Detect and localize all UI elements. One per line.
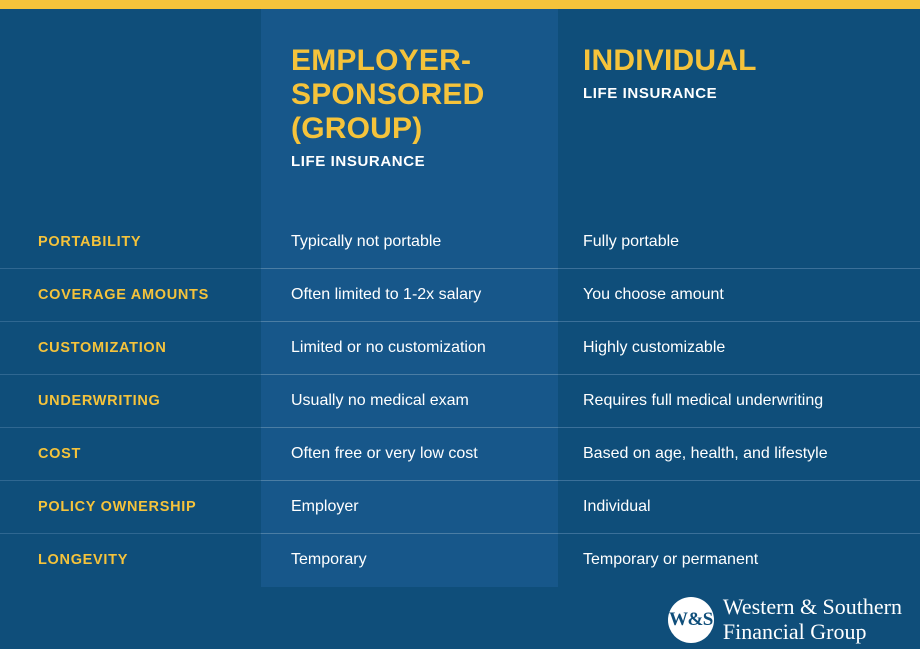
comparison-table — [0, 9, 920, 586]
row-label: PORTABILITY — [0, 216, 261, 269]
row-label: POLICY OWNERSHIP — [0, 481, 261, 534]
table-row — [0, 428, 920, 481]
row-label: COST — [0, 428, 261, 481]
logo-wordmark — [723, 595, 902, 644]
row-value-individual: Temporary or permanent — [583, 551, 759, 568]
row-value-employer: Often limited to 1-2x salary — [261, 269, 558, 322]
header-employer-title: EMPLOYER-SPONSORED (GROUP) — [291, 44, 485, 145]
row-value-employer: Employer — [261, 481, 558, 534]
row-value-employer: Limited or no customization — [261, 322, 558, 375]
row-label: CUSTOMIZATION — [0, 322, 261, 375]
row-value-individual: Based on age, health, and lifestyle — [558, 428, 920, 481]
table-row — [0, 375, 920, 428]
footer — [0, 587, 920, 649]
table-body — [0, 216, 920, 586]
table-row — [0, 216, 920, 269]
row-value-individual: Fully portable — [558, 216, 920, 269]
logo-mark: W&S — [668, 597, 714, 643]
table-row — [0, 269, 920, 322]
header-employer-sponsored — [261, 9, 558, 216]
comparison-table-wrapper — [0, 9, 920, 587]
row-label: COVERAGE AMOUNTS — [0, 269, 261, 322]
row-value-individual: Highly customizable — [558, 322, 920, 375]
row-value-employer: Usually no medical exam — [261, 375, 558, 428]
brand-logo — [668, 595, 902, 644]
row-value-employer: Temporary — [291, 551, 367, 568]
header-row — [0, 9, 920, 216]
row-value-employer: Typically not portable — [261, 216, 558, 269]
table-row — [0, 534, 920, 587]
table-row — [0, 322, 920, 375]
logo-line-2: Financial Group — [722, 618, 867, 644]
logo-line-1: Western & Southern — [722, 594, 902, 619]
header-individual-subtitle: LIFE INSURANCE — [583, 84, 718, 102]
row-label: UNDERWRITING — [0, 375, 261, 428]
header-individual-title: INDIVIDUAL — [583, 44, 757, 77]
row-value-individual: Requires full medical underwriting — [558, 375, 920, 428]
row-value-individual: Individual — [558, 481, 920, 534]
header-employer-subtitle: LIFE INSURANCE — [291, 152, 426, 170]
table-row — [0, 481, 920, 534]
header-individual — [558, 9, 920, 216]
row-label: LONGEVITY — [38, 552, 129, 568]
row-value-employer: Often free or very low cost — [261, 428, 558, 481]
row-value-individual: You choose amount — [558, 269, 920, 322]
header-blank — [0, 9, 261, 216]
table-header — [0, 9, 920, 216]
top-accent-bar — [0, 0, 920, 9]
